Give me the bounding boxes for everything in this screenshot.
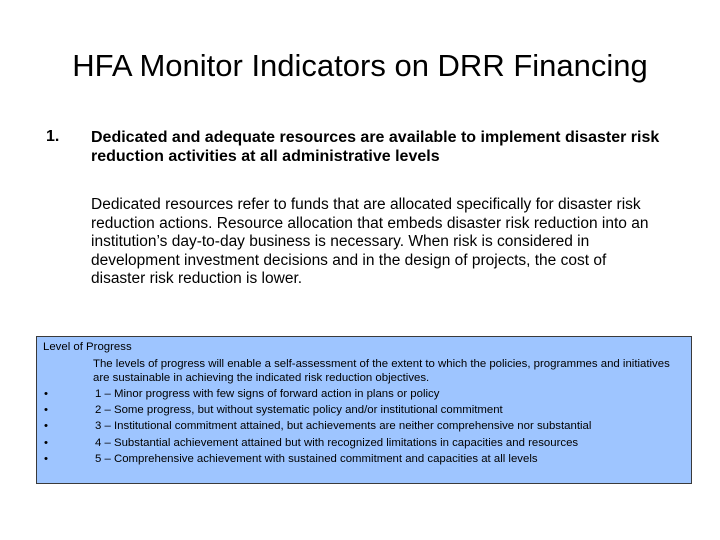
item-number: 1. (46, 128, 60, 145)
level-text: 2 – Some progress, but without systematic policy and/or institutional commitment (95, 403, 503, 416)
bullet-icon: • (44, 436, 48, 449)
list-item (43, 386, 685, 402)
list-item (43, 435, 685, 451)
progress-levels-list (43, 386, 685, 468)
progress-title: Level of Progress (43, 341, 132, 353)
level-text: 3 – Institutional commitment attained, but achievements are neither comprehensive nor substantial (95, 420, 592, 433)
list-item (43, 418, 685, 434)
bullet-icon: • (44, 403, 48, 416)
level-text: 4 – Substantial achievement attained but with recognized limitations in capacities and resources (95, 436, 579, 449)
bullet-icon: • (44, 453, 48, 466)
level-text: 1 – Minor progress with few signs of forward action in plans or policy (95, 387, 440, 400)
bullet-icon: • (44, 387, 48, 400)
slide-title: HFA Monitor Indicators on DRR Financing (72, 48, 648, 83)
indicator-description: Dedicated resources refer to funds that are allocated specifically for disaster risk reduction actions. Resource allocation that embeds disaster risk reduction into an institution’s day-to-day business is necessary. When risk is considered in development investment decisions and in the design of projects, the cost of disaster risk reduction is lower. (91, 196, 649, 287)
list-item (43, 402, 685, 418)
indicator-heading: Dedicated and adequate resources are available to implement disaster risk reduction activities at all administrative levels (91, 129, 660, 165)
level-of-progress-box (36, 336, 692, 484)
progress-intro: The levels of progress will enable a self-assessment of the extent to which the policies, programmes and initiatives are sustainable in achieving the indicated risk reduction objectives. (93, 357, 670, 384)
level-text: 5 – Comprehensive achievement with sustained commitment and capacities at all levels (95, 453, 538, 466)
bullet-icon: • (44, 420, 48, 433)
list-item (43, 451, 685, 467)
